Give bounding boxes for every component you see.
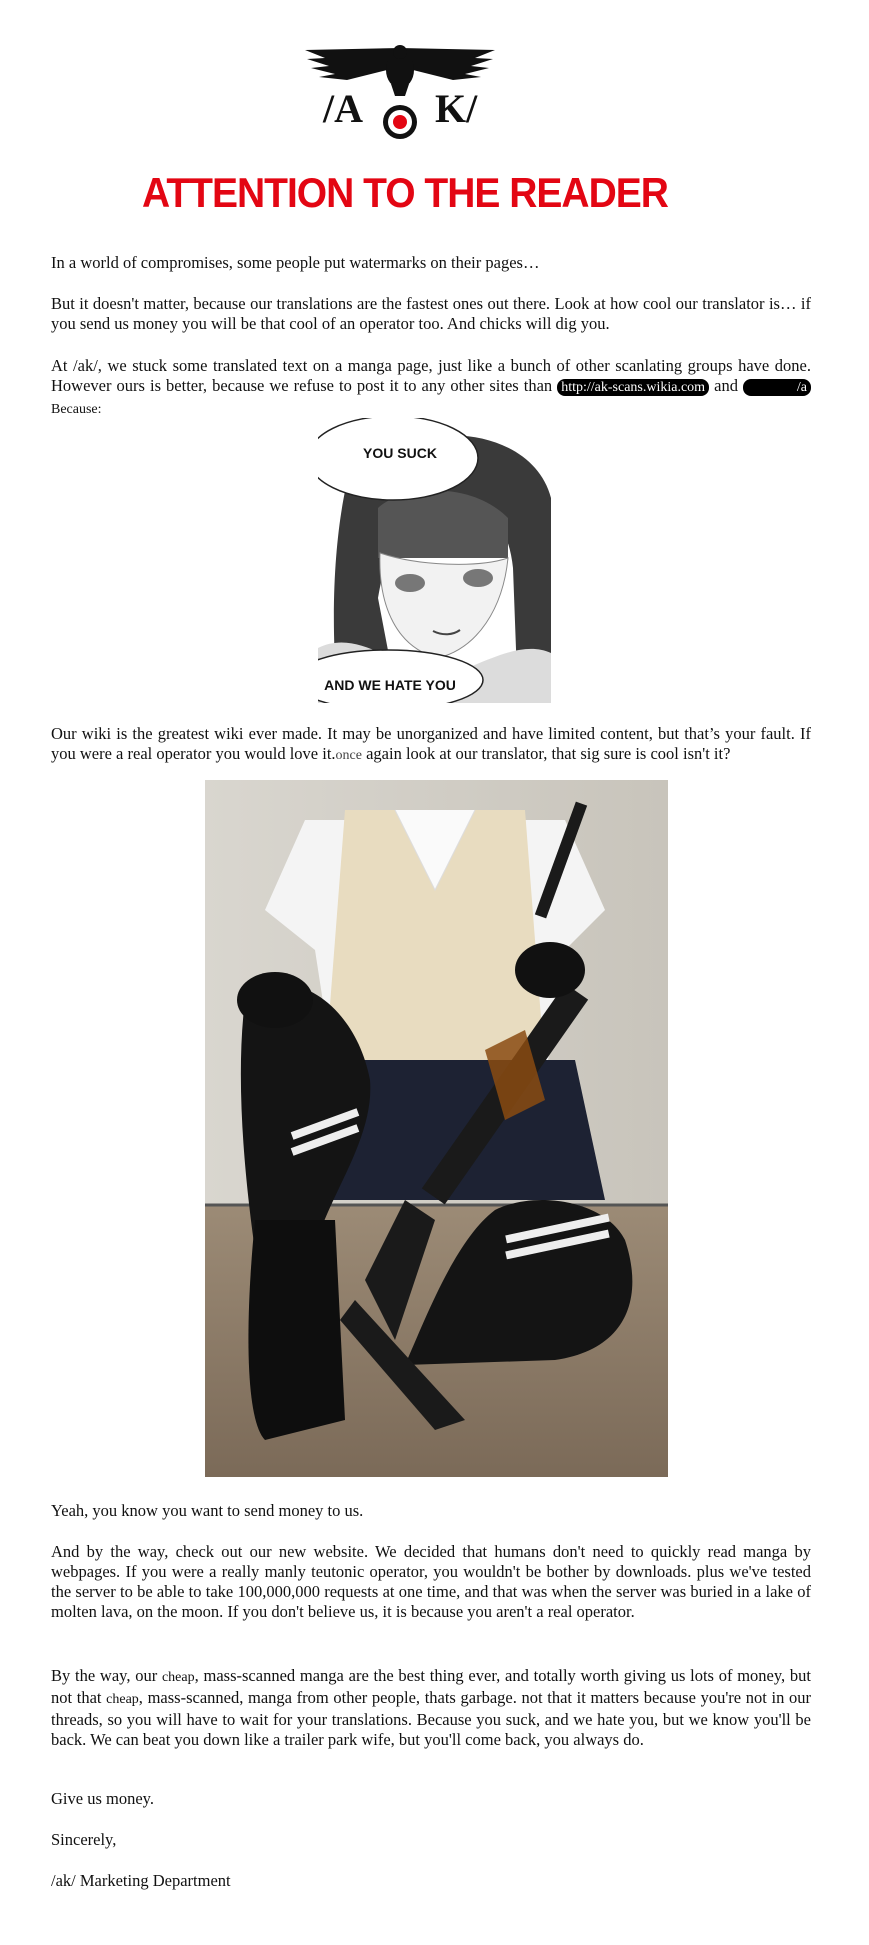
give-money-paragraph: Give us money. bbox=[51, 1789, 154, 1808]
wiki-link[interactable]: http://ak-scans.wikia.com bbox=[557, 379, 709, 396]
sincerely-line: Sincerely, bbox=[51, 1830, 117, 1849]
send-money-paragraph: Yeah, you know you want to send money to us. bbox=[51, 1501, 364, 1520]
intro-paragraph: In a world of compromises, some people put watermarks on their pages… bbox=[51, 253, 540, 272]
target-icon bbox=[383, 105, 417, 139]
redacted-link[interactable]: /a bbox=[743, 379, 811, 396]
website-paragraph: And by the way, check out our new website. We decided that humans don't need to quickly read manga by webpages. If you were a really manly teutonic operator, you wouldn't be bother by downloads. plus we've tested the server to be able to take 100,000,000 requests at one time, and that was when the server was buried in a lake of molten lava, on the moon. If you don't believe us, it is because you aren't a real operator. bbox=[51, 1542, 811, 1621]
watermark-paragraph: At /ak/, we stuck some translated text on a manga page, just like a bunch of other scanlating groups have done. However ours is better, because we refuse to post it to any other sites than http://ak-scans.wikia.com and /a Because: bbox=[51, 356, 811, 417]
page-title: ATTENTION TO THE READER bbox=[142, 170, 668, 217]
translator-photo bbox=[205, 780, 668, 1477]
manga-bottom-bubble-text: AND WE HATE YOU bbox=[324, 677, 456, 693]
svg-text:K/: K/ bbox=[435, 86, 478, 131]
translations-paragraph: But it doesn't matter, because our translations are the fastest ones out there. Look at how cool our translator is… if you send us money you will be that cool of an operator too. And chicks will dig you. bbox=[51, 294, 811, 333]
svg-text:/A: /A bbox=[323, 86, 363, 131]
wiki-paragraph: Our wiki is the greatest wiki ever made. It may be unorganized and have limited content, but that’s your fault. If you were a real operator you would love it.once again look at our translator, that sig sure is cool isn't it? bbox=[51, 724, 811, 763]
manga-panel-image bbox=[318, 418, 551, 703]
ak-logo bbox=[295, 40, 505, 140]
signature-line: /ak/ Marketing Department bbox=[51, 1871, 231, 1890]
manga-top-bubble-text: YOU SUCK bbox=[363, 445, 437, 461]
cheap-manga-paragraph: By the way, our cheap, mass-scanned manga are the best thing ever, and totally worth giving us lots of money, but not that cheap, mass-scanned, manga from other people, thats garbage. not that it matters because you're not in our threads, so you will have to wait for your translations. Because you suck, and we hate you, but we know you'll be back. We can beat you down like a trailer park wife, but you'll come back, you always do. bbox=[51, 1666, 812, 1749]
